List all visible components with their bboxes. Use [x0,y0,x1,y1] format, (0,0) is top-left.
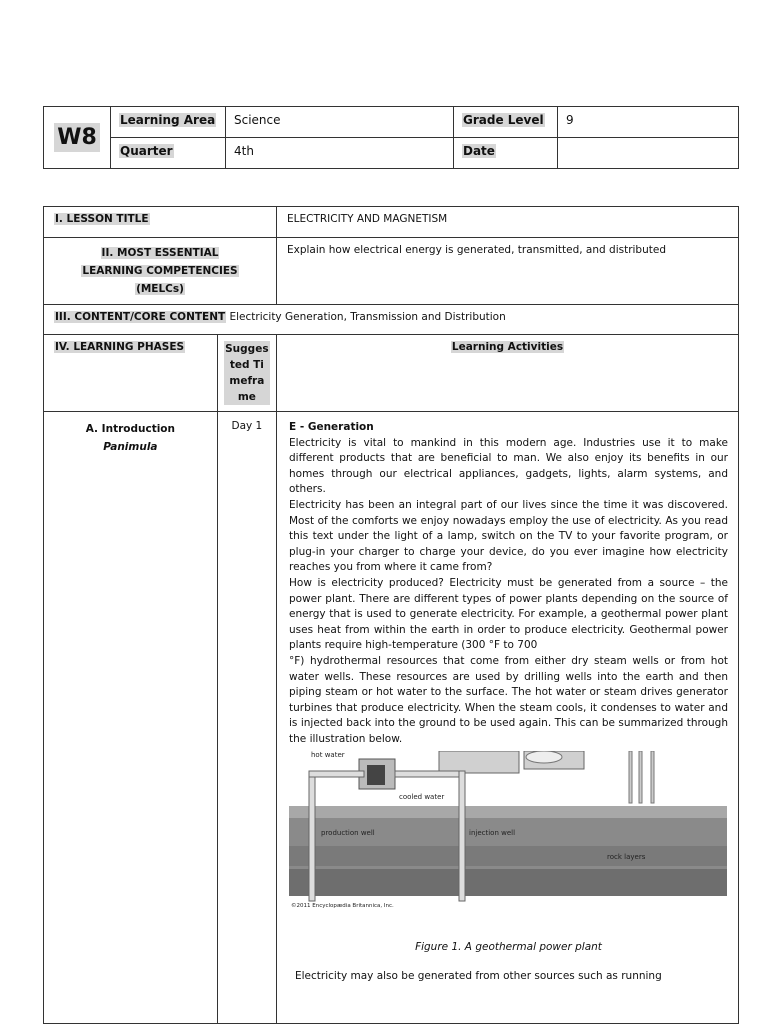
quarter-value: 4th [226,138,454,169]
label-rock-layers: rock layers [607,853,646,862]
activity-text [289,420,728,747]
lesson-title-value: ELECTRICITY AND MAGNETISM [277,207,739,238]
melc-label-line1: II. MOST ESSENTIAL [101,247,219,259]
learning-phases-header [44,335,218,412]
date-value [558,138,739,169]
geothermal-plant-illustration [289,751,727,911]
header-table [43,106,739,169]
label-production-well: production well [321,829,375,838]
timeframe-label: Suggested Timeframe [225,343,269,403]
week-cell [44,107,111,169]
core-content-label: III. CONTENT/CORE CONTENT [55,311,226,323]
learning-phases-label: IV. LEARNING PHASES [55,341,185,353]
grade-level-label-cell [454,107,558,138]
paragraph-4: °F) hydrothermal resources that come from either dry steam wells or from hot water wells. These resources are used by drilling wells into the earth and then piping steam or hot water to the surface. The hot water or steam drives generator turbines that produce electricity. When the steam cools, it condenses to water and is injected back into the ground to be used again. This can be summarized through the illustration below. [289,654,728,745]
lesson-title-label-cell [44,207,277,238]
label-copyright: ©2011 Encyclopædia Britannica, Inc. [291,903,394,910]
core-content-row [44,305,739,335]
core-content-value: Electricity Generation, Transmission and Distribution [226,311,506,323]
week-label: W8 [54,123,100,152]
geothermal-figure [289,751,727,911]
phase-a-cell [44,412,218,1024]
learning-area-value: Science [226,107,454,138]
phase-a-subtitle: Panimula [103,441,158,453]
phase-a-name: A. Introduction [85,423,175,435]
melc-value: Explain how electrical energy is generated, transmitted, and distributed [277,238,739,305]
learning-area-label-cell [111,107,226,138]
paragraph-3: How is electricity produced? Electricity must be generated from a source – the power plant. There are different types of power plants depending on the source of energy that is used to generate electricity. For example, a geothermal power plant uses heat from within the earth in order to produce electricity. Geothermal power plants require high-temperature (300 °F to 700 [289,576,728,652]
melc-label-line2: LEARNING COMPETENCIES [82,265,238,277]
melc-label-line3: (MELCs) [136,283,184,295]
lesson-table [43,206,739,1024]
paragraph-5: Electricity may also be generated from other sources such as running [295,970,662,983]
learning-area-label: Learning Area [120,113,216,127]
figure-caption: Figure 1. A geothermal power plant [415,941,602,954]
paragraph-2: Electricity has been an integral part of our lives since the time it was discovered. Most of the comforts we enjoy nowadays employ the use of electricity. As you read this text under the light of a lamp, switch on the TV to your favorite program, or plug-in your charger to charge your device, do you ever imagine how electricity reaches you from where it came from? [289,498,728,574]
label-cooled-water: cooled water [399,793,445,802]
quarter-label-cell [111,138,226,169]
label-injection-well: injection well [469,829,516,838]
date-label-cell [454,138,558,169]
paragraph-1: Electricity is vital to mankind in this modern age. Industries use it to make different products that are beneficial to man. We also enjoy its benefits in our homes through our electrical appliances, gadgets, lights, alarm systems, and others. [289,436,728,496]
phase-a-day: Day 1 [217,412,276,1024]
date-label: Date [463,144,495,158]
grade-level-value: 9 [558,107,739,138]
lesson-title-label: I. LESSON TITLE [55,213,149,225]
melc-label-cell [44,238,277,305]
label-hot-water: hot water [311,751,345,760]
activity-heading: E - Generation [289,421,374,433]
timeframe-header [217,335,276,412]
activities-label: Learning Activities [451,341,564,353]
quarter-label: Quarter [120,144,173,158]
phase-a-activities [277,412,739,1024]
grade-level-label: Grade Level [463,113,544,127]
activities-header [277,335,739,412]
